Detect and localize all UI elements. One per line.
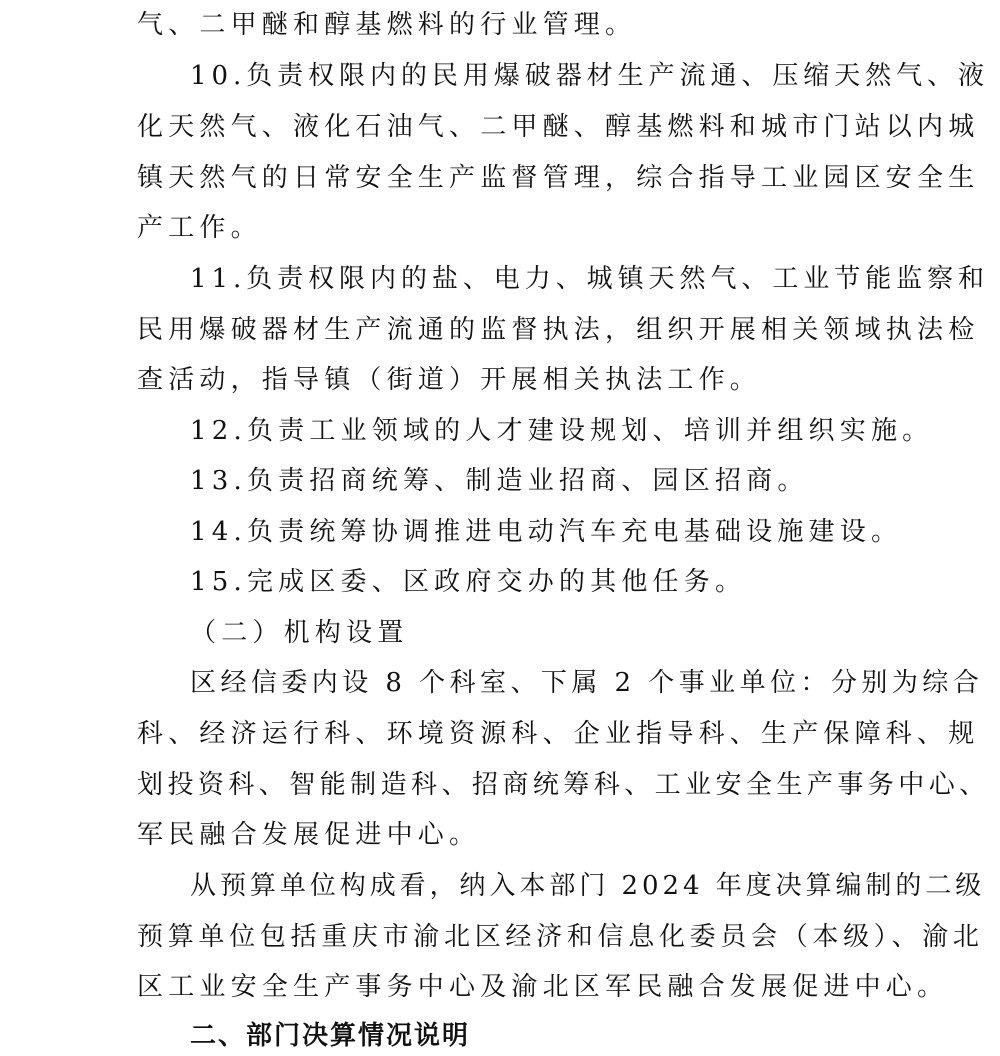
text-line: 镇天然气的日常安全生产监督管理，综合指导工业园区安全生 [137, 163, 980, 193]
text-line: 预算单位包括重庆市渝北区经济和信息化委员会（本级）、渝北 [137, 922, 984, 952]
text-line: 科、经济运行科、环境资源科、企业指导科、生产保障科、规 [137, 719, 980, 749]
text-line: 民用爆破器材生产流通的监督执法，组织开展相关领域执法检 [137, 315, 980, 345]
text-line: （二）机构设置 [190, 618, 409, 648]
text-line: 15.完成区委、区政府交办的其他任务。 [190, 567, 747, 597]
text-line: 军民融合发展促进中心。 [137, 820, 481, 850]
text-line: 11.负责权限内的盐、电力、城镇天然气、工业节能监察和 [190, 264, 989, 294]
text-line: 从预算单位构成看，纳入本部门 2024 年度决算编制的二级 [190, 871, 986, 901]
text-line: 14.负责统筹协调推进电动汽车充电基础设施建设。 [190, 517, 903, 547]
text-line: 13.负责招商统筹、制造业招商、园区招商。 [190, 466, 809, 496]
text-line: 化天然气、液化石油气、二甲醚、醇基燃料和城市门站以内城 [137, 112, 980, 142]
text-line: 查活动，指导镇（街道）开展相关执法工作。 [137, 365, 762, 395]
text-line: 区工业安全生产事务中心及渝北区军民融合发展促进中心。 [137, 972, 949, 1002]
text-line: 10.负责权限内的民用爆破器材生产流通、压缩天然气、液 [190, 61, 989, 91]
text-line: 12.负责工业领域的人才建设规划、培训并组织实施。 [190, 416, 934, 446]
section-heading: 二、部门决算情况说明 [190, 1021, 471, 1051]
text-line: 划投资科、智能制造科、招商统筹科、工业安全生产事务中心、 [137, 770, 990, 800]
text-line: 产工作。 [137, 213, 262, 243]
text-line: 气、二甲醚和醇基燃料的行业管理。 [137, 10, 637, 40]
text-line: 区经信委内设 8 个科室、下属 2 个事业单位：分别为综合 [190, 668, 984, 698]
